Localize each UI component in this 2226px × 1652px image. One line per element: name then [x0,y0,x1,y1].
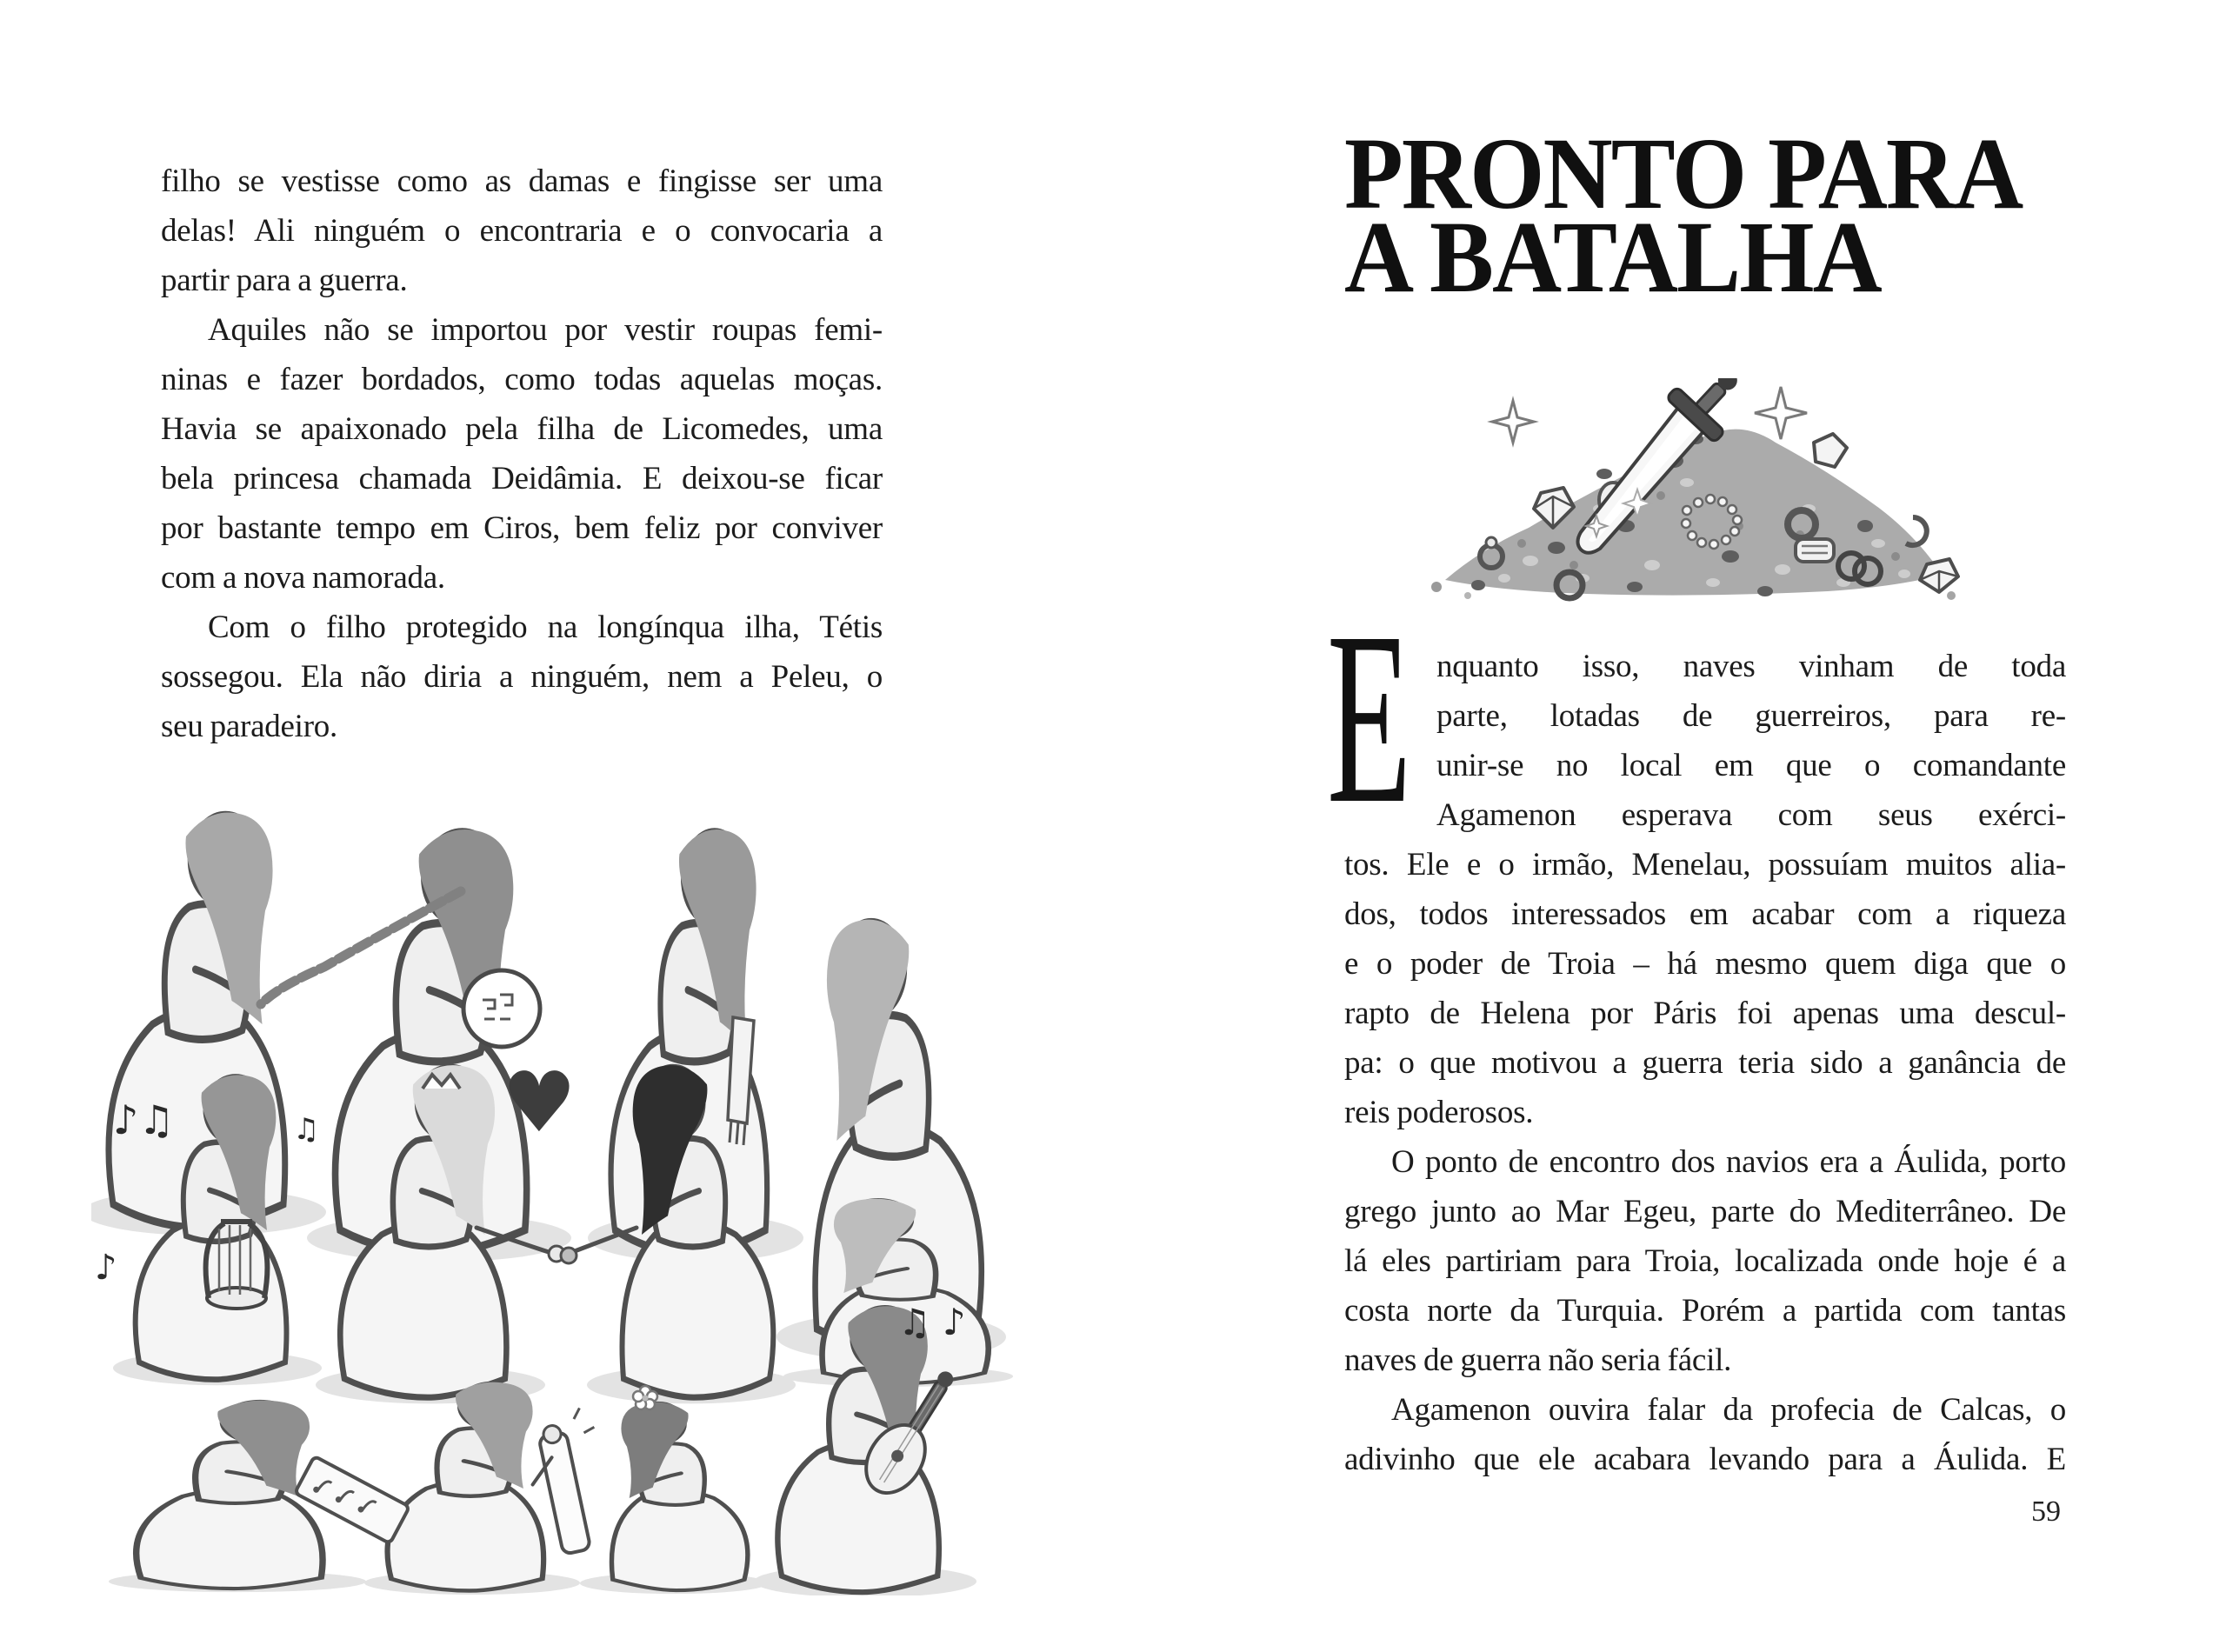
music-note-icon: ♫ [293,1112,320,1147]
woman-flower-figure [580,1402,768,1595]
music-note-icon: ♫ ♪ [898,1301,966,1343]
treasure-mound [1445,430,1943,596]
text-line: parte, lotadas de guerreiros, para re- [1436,698,2066,734]
text-line: filho se vestisse como as damas e fingisse ser uma [161,163,883,199]
text-line: costa norte da Turquia. Porém a partida com tantas [1344,1293,2066,1329]
chapter-title-line: PRONTO PARA [1344,117,2023,230]
text-line: com a nova namorada. [161,560,445,596]
women-of-skyros-illustration [91,800,1030,1595]
text-line: sossegou. Ela não diria a ninguém, nem a Peleu, o [161,659,883,695]
drop-cap: E [1327,582,1412,855]
text-line: naves de guerra não seria fácil. [1344,1342,1732,1378]
text-line: lá eles partiriam para Troia, localizada onde hoje é a [1344,1243,2066,1279]
text-line: tos. Ele e o irmão, Menelau, possuíam muitos alia- [1344,847,2066,883]
drop-cap-lines [1436,642,2066,840]
text-line: Agamenon esperava com seus exérci- [1436,797,2066,833]
text-line: Com o filho protegido na longínqua ilha, Tétis [208,610,883,645]
body-lines [1344,840,2066,1484]
text-line: nquanto isso, naves vinham de toda [1436,649,2066,684]
text-line: seu paradeiro. [161,709,338,744]
text-line: Agamenon ouvira falar da profecia de Calcas, o [1391,1392,2066,1428]
heart-icon: ♥ [502,1054,577,1151]
chapter-title-line: A BATALHA [1344,200,1881,314]
text-line: por bastante tempo em Ciros, bem feliz por conviver [161,510,883,546]
text-line: reis poderosos. [1344,1095,1534,1130]
text-line: Aquiles não se importou por vestir roupas femi- [208,312,883,348]
text-line: delas! Ali ninguém o encontraria e o convocaria a [161,213,883,249]
women-illustration-drawing [91,800,1030,1595]
woman-writing-figure [364,1382,580,1595]
text-line: partir para a guerra. [161,263,408,298]
text-line: ninas e fazer bordados, como todas aquelas moças. [161,362,883,397]
text-line: adivinho que ele acabara levando para a Áulida. E [1344,1442,2066,1477]
text-line: O ponto de encontro dos navios era a Áulida, porto [1391,1144,2066,1180]
text-line: bela princesa chamada Deidâmia. E deixou-se ficar [161,461,883,496]
text-line: Havia se apaixonado pela filha de Licomedes, uma [161,411,883,447]
chapter-title [1344,117,2023,314]
left-page-paragraphs [161,157,883,751]
text-line: unir-se no local em que o comandante [1436,748,2066,783]
text-line: e o poder de Troia – há mesmo quem diga que o [1344,946,2066,982]
music-note-icon: ♪ [95,1248,117,1288]
page-number: 59 [2031,1495,2061,1528]
treasure-pile-sword-illustration [1426,378,1965,613]
text-line: grego junto ao Mar Egeu, parte do Mediterrâneo. De [1344,1194,2066,1229]
right-page-paragraphs [1327,582,2066,1484]
text-line: rapto de Helena por Páris foi apenas uma descul- [1344,996,2066,1031]
music-note-icon: ♪♫ [113,1096,175,1143]
text-line: dos, todos interessados em acabar com a riqueza [1344,896,2066,932]
embroidery-hoop [463,970,540,1047]
text-line: pa: o que motivou a guerra teria sido a ganância de [1344,1045,2066,1081]
